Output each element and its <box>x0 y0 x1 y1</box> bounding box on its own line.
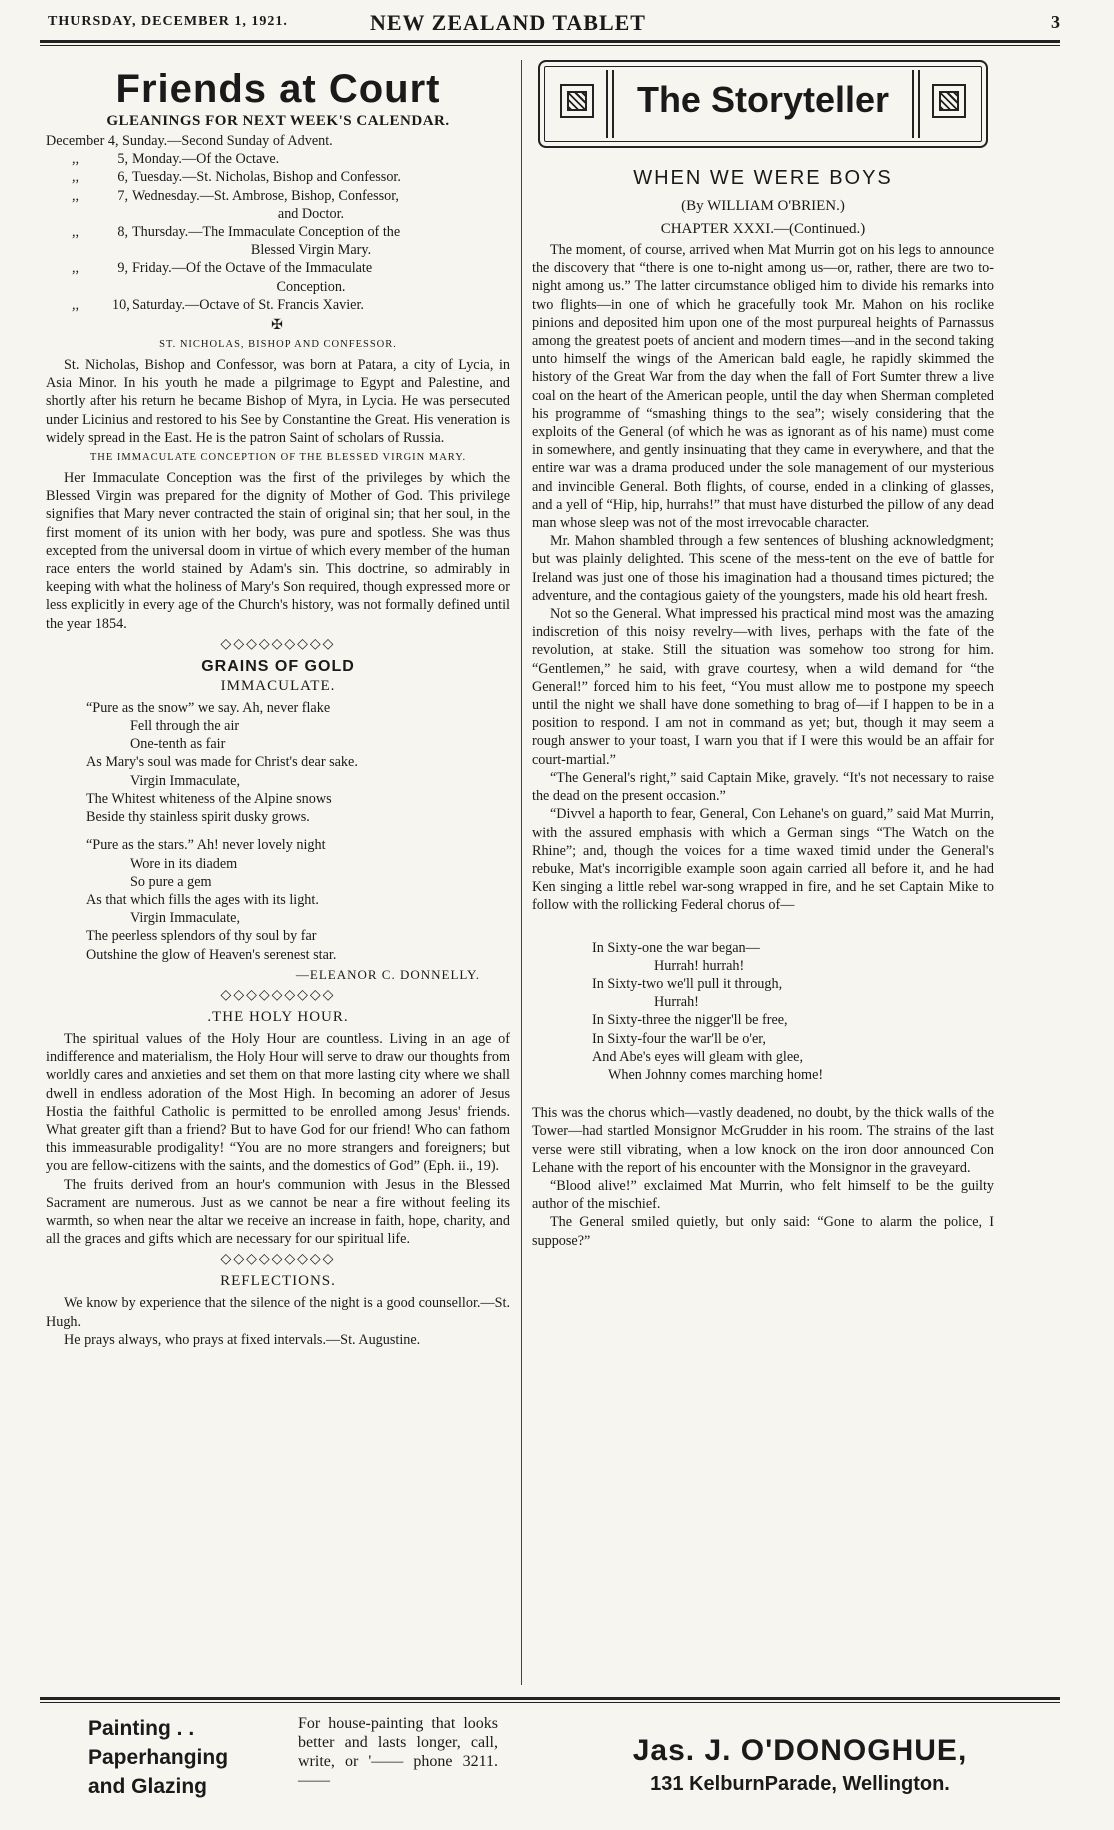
calendar-month: December <box>46 133 105 149</box>
immaculate-heading: THE IMMACULATE CONCEPTION OF THE BLESSED VIRGIN MARY. <box>89 452 467 464</box>
calendar-text: Saturday.—Octave of St. Francis Xavier. <box>132 296 364 313</box>
calendar-list <box>46 132 510 314</box>
right-column <box>532 60 994 1250</box>
holy-hour-paragraph-2: The fruits derived from an hour's communion with Jesus in the Blessed Sacrament are numerous. Just as we cannot be near a fire without feeling its warmth, so when near the altar we receive an increase in faith, hope, charity, and all the graces and gifts which are necessary for our spiritual life. <box>46 1176 510 1248</box>
column-divider <box>521 60 522 1685</box>
calendar-text: Wednesday.—St. Ambrose, Bishop, Confessor, <box>132 187 399 204</box>
song-line: When Johnny comes marching home! <box>608 1066 824 1083</box>
reflections-heading: REFLECTIONS. <box>220 1273 336 1290</box>
ad-business-address: 131 KelburnParade, Wellington. <box>650 1773 950 1795</box>
poem-line: “Pure as the snow” we say. Ah, never flake <box>86 699 331 716</box>
calendar-day: 6, <box>117 169 128 186</box>
calendar-entry <box>46 223 510 259</box>
stanza-gap <box>46 826 510 836</box>
calendar-text: Monday.—Of the Octave. <box>132 151 280 168</box>
poem-line: As Mary's soul was made for Christ's dear sake. <box>86 754 358 771</box>
poem-line: The peerless splendors of thy soul by far <box>86 928 317 945</box>
masthead <box>40 10 1060 36</box>
diamond-ornament: ◇◇◇◇◇◇◇◇◇ <box>220 1252 336 1268</box>
ad-rule-thin <box>40 1702 1060 1703</box>
poem-line: The Whitest whiteness of the Alpine snows <box>86 790 332 807</box>
story-paragraph: This was the chorus which—vastly deadened, no doubt, by the thick walls of the Tower—had startled Monsignor McGrudder in his room. The strains of the last verse were still vibrating, when a low knock on the iron door announced Con Lehane with the report of his encounter with the Monsignor in the graveyard. <box>532 1105 994 1176</box>
song-line: And Abe's eyes will gleam with glee, <box>592 1048 803 1065</box>
grains-subheading: IMMACULATE. <box>220 677 336 694</box>
page-number: 3 <box>1051 12 1060 32</box>
chapter-heading: CHAPTER XXXI.—(Continued.) <box>660 221 866 237</box>
calendar-day: 10, <box>112 296 130 313</box>
ad-service-line: and Glazing <box>88 1775 208 1798</box>
issue-date: THURSDAY, DECEMBER 1, 1921. <box>48 14 288 29</box>
song-line: In Sixty-two we'll pull it through, <box>592 975 783 992</box>
reflections-paragraph-2: He prays always, who prays at fixed intervals.—St. Augustine. <box>64 1331 421 1348</box>
ditto-mark: ,, <box>72 169 80 186</box>
story-byline: (By WILLIAM O'BRIEN.) <box>681 198 845 214</box>
calendar-day: 4, <box>107 133 119 149</box>
poem-signature: —ELEANOR C. DONNELLY. <box>295 966 480 982</box>
calendar-entry <box>46 168 510 186</box>
calendar-text: Friday.—Of the Octave of the Immaculate <box>132 260 373 277</box>
reflections-paragraph-1: We know by experience that the silence of the night is a good counsellor.—St. Hugh. <box>46 1295 510 1330</box>
ditto-mark: ,, <box>72 151 80 168</box>
song-line: In Sixty-three the nigger'll be free, <box>592 1012 788 1029</box>
diamond-ornament: ◇◇◇◇◇◇◇◇◇ <box>220 987 336 1003</box>
banner-rule <box>918 70 920 138</box>
cross-ornament: ✠ <box>271 318 285 334</box>
song-verse <box>592 939 994 1085</box>
calendar-day: 5, <box>117 151 128 168</box>
banner-rule <box>912 70 914 138</box>
friends-at-court-title: Friends at Court <box>115 67 441 111</box>
ad-service-line: Paperhanging <box>88 1746 229 1769</box>
poem-line: Outshine the glow of Heaven's serenest star. <box>86 946 337 963</box>
calendar-text: Thursday.—The Immaculate Conception of the <box>132 224 401 241</box>
song-line: Hurrah! <box>654 994 699 1011</box>
poem-line: Virgin Immaculate, <box>130 772 240 789</box>
song-line: Hurrah! hurrah! <box>654 957 745 974</box>
ad-business-name: Jas. J. O'DONOGHUE, <box>632 1734 968 1767</box>
ditto-mark: ,, <box>72 296 80 313</box>
diamond-ornament: ◇◇◇◇◇◇◇◇◇ <box>220 636 336 652</box>
calendar-text-cont: Blessed Virgin Mary. <box>250 242 372 259</box>
poem-stanza-1 <box>86 699 510 826</box>
calendar-entry <box>46 187 510 223</box>
poem-line: “Pure as the stars.” Ah! never lovely night <box>86 837 326 854</box>
calendar-entry <box>46 150 510 168</box>
gleanings-subtitle: GLEANINGS FOR NEXT WEEK'S CALENDAR. <box>106 113 450 129</box>
masthead-rule <box>40 40 1060 43</box>
story-paragraph: “Divvel a haporth to fear, General, Con Lehane's on guard,” said Mat Murrin, with the assured emphasis with which a German sings “The Watch on the Rhine”; and, though the voices for a time waxed timid under the General's rebuke, Mat's incorrigible example soon again carried all before it, and he had Ken singing a little rebel war-song wrapped in fire, and he set Captain Mike to follow with the rollicking Federal chorus of— <box>532 806 994 914</box>
poem-line: So pure a gem <box>130 873 212 890</box>
story-title: WHEN WE WERE BOYS <box>633 167 893 189</box>
immaculate-paragraph: Her Immaculate Conception was the first of the privileges by which the Blessed Virgin was prepared for the dignity of Mother of God. This privilege signifies that Mary never contracted the stain of original sin; that her soul, in the first moment of its union with her body, was pure and spotless. She was thus excepted from the universal doom in virtue of which every member of the human race enters the world stained by Adam's sin. This doctrine, so admirably in keeping with what the holiness of Mary's Son required, though expressed more or less explicitly in every age of the Church's history, was not formally defined until the year 1854. <box>46 470 510 632</box>
poem-line: Virgin Immaculate, <box>130 910 240 927</box>
storyteller-title: The Storyteller <box>636 79 890 120</box>
calendar-text-cont: and Doctor. <box>277 205 345 222</box>
masthead-rule-thin <box>40 45 1060 46</box>
banner-rule <box>606 70 608 138</box>
nicholas-paragraph: St. Nicholas, Bishop and Confessor, was born at Patara, a city of Lycia, in Asia Minor. In his youth he made a pilgrimage to Egypt and Palestine, and shortly after his return he became Bishop of Myra, in Lycia. He was persecuted under Licinius and restored to his See by Constantine the Great. His veneration is widely spread in the East. He is the patron Saint of scholars of Russia. <box>46 357 510 446</box>
calendar-entry <box>46 259 510 295</box>
song-line: In Sixty-four the war'll be o'er, <box>592 1030 766 1047</box>
calendar-text-cont: Conception. <box>276 278 346 295</box>
song-line: In Sixty-one the war began— <box>592 939 760 956</box>
calendar-entry <box>46 132 510 150</box>
story-paragraph: “Blood alive!” exclaimed Mat Murrin, who felt himself to be the guilty author of the mischief. <box>532 1177 994 1213</box>
ditto-mark: ,, <box>72 187 80 204</box>
poem-line: Wore in its diadem <box>130 855 238 872</box>
ad-rule <box>40 1697 1060 1700</box>
holy-hour-paragraph-1: The spiritual values of the Holy Hour are countless. Living in an age of indifference and materialism, the Holy Hour will serve to draw our thoughts from worldly cares and anxieties and set them on that more lasting city where we shall dwell in endless adoration of the Most High. In becoming an adorer of Jesus Hostia the faithful Catholic is permitted to be enrolled among Jesus' friends. What greater gift than a friend? But to have God for our friend! Who can fathom this immeasurable prodigality! “You are no more strangers and foreigners; but you are fellow-citizens with the saints, and the domestics of God” (Eph. ii., 19). <box>46 1030 510 1175</box>
ad-services <box>88 1714 228 1801</box>
holy-hour-heading: .THE HOLY HOUR. <box>207 1008 349 1025</box>
calendar-day: 9, <box>117 260 128 277</box>
poem-line: As that which fills the ages with its light. <box>86 891 319 908</box>
story-paragraph: “The General's right,” said Captain Mike, gravely. “It's not necessary to raise the dead on the present occasion.” <box>532 769 994 805</box>
story-paragraph: The moment, of course, arrived when Mat Murrin got on his legs to announce the discovery that “there is one to-night among us—or, rather, there are two to-night among us.” The latter circumstance obliged him to divide his remarks into two flights—in one of which he gracefully took Mr. Mahon on his roclike pinions and deposited him upon one of the most purpureal heights of Parnassus among the greatest poets of ancient and modern times—and in the second taking unto himself the wings of the American bald eagle, he rapidly skimmed the history of the Great War from the day when the fall of Fort Sumter threw a live coal on the heart of the American people, until the day when Sherman completed his programme of “smashing things to the sea”; wisely considering that the exploits of the General (of which he was as ignorant as of his name) must come in somewhere, and gently insinuating that they came in everywhere, and that the entire war was a drama produced under the sole management of our mysterious and invincible General. Both flights, of course, ended in a clinking of glasses, and a yell of “Hip, hip, hurrahs!” that must have disturbed the pillow of any dead man whose sleep was not of the most irrevocable character. <box>532 242 994 532</box>
storyteller-banner <box>538 60 988 148</box>
poem-stanza-2 <box>86 836 510 963</box>
story-paragraph: Mr. Mahon shambled through a few sentences of blushing acknowledgment; but was plainly delighted. This scene of the mess-tent on the eve of battle for Ireland was just one of those his imagination had a thousand times pictured; the adventure, and the contagious gaiety of the youngsters, made his old heart fresh. <box>532 533 994 604</box>
ad-business <box>570 1732 1030 1798</box>
banner-rule <box>612 70 614 138</box>
grains-heading: GRAINS OF GOLD <box>201 657 355 675</box>
ad-service-line: Painting . . <box>88 1717 195 1740</box>
ornament-box-icon <box>932 84 966 118</box>
poem-line: One-tenth as fair <box>130 736 226 753</box>
story-paragraph: Not so the General. What impressed his practical mind most was the amazing indiscretion of this noisy revelry—with lives, perhaps with the fate of the revolution, at stake. Still the situation was somehow too strong for him. “Gentlemen,” he said, with grave courtesy, when a wild demand for “the General!” forced him to his feet, “You must allow me to postpone my speech until the night we shall have done something to brag of—if I happen to be in a position to respond. I am not in command as yet; but, though it may seem a rough answer to your toast, I warn you that if I were this would be an affair for court-martial.” <box>532 606 994 768</box>
advertisement <box>40 1712 1060 1812</box>
poem-line: Fell through the air <box>130 718 240 735</box>
ditto-mark: ,, <box>72 260 80 277</box>
calendar-text: Tuesday.—St. Nicholas, Bishop and Confessor. <box>132 169 401 186</box>
ditto-mark: ,, <box>72 224 80 241</box>
calendar-day: 8, <box>117 224 128 241</box>
calendar-text: Sunday.—Second Sunday of Advent. <box>122 133 333 149</box>
nicholas-heading: ST. NICHOLAS, BISHOP AND CONFESSOR. <box>159 339 397 351</box>
poem-line: Beside thy stainless spirit dusky grows. <box>86 809 310 826</box>
calendar-entry <box>46 296 510 314</box>
ad-call-to-action: For house-painting that looks better and lasts longer, call, write, or '—— phone 3211. —— <box>298 1715 498 1789</box>
paper-title: NEW ZEALAND TABLET <box>370 10 646 35</box>
ornament-box-icon <box>560 84 594 118</box>
story-paragraph: The General smiled quietly, but only said: “Gone to alarm the police, I suppose?” <box>532 1214 994 1249</box>
calendar-day: 7, <box>117 187 128 204</box>
left-column <box>46 60 510 1349</box>
